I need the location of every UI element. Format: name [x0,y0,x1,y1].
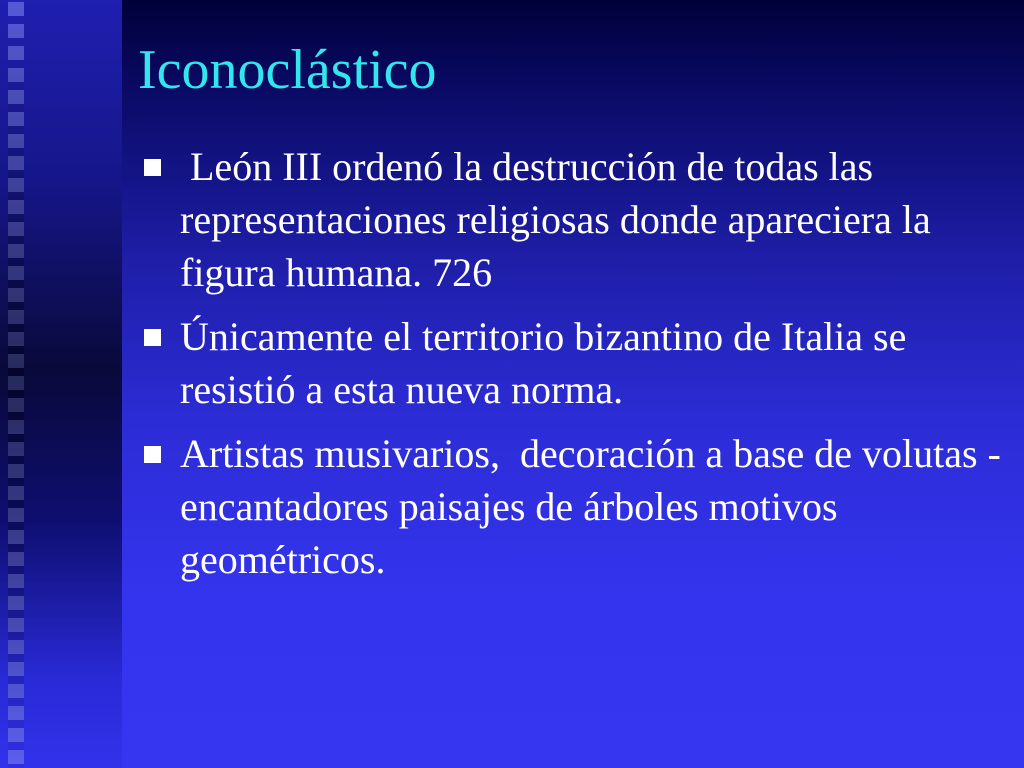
slide-title: Iconoclástico [138,39,437,101]
square-bullet-icon [144,159,161,176]
bullet-item [142,427,1014,586]
left-decorative-band [0,0,122,768]
bullet-item [142,140,1014,299]
bullet-list [142,140,1014,597]
square-strip-shade [8,0,24,768]
bullet-item [142,310,1014,416]
bullet-text: Únicamente el territorio bizantino de Italia se resistió a esta nueva norma. [180,314,907,412]
square-bullet-icon [144,329,161,346]
bullet-text: León III ordenó la destrucción de todas las representaciones religiosas donde apareciera la figura humana. 726 [180,144,941,295]
square-bullet-icon [144,446,161,463]
bullet-text: Artistas musivarios, decoración a base de volutas - encantadores paisajes de árboles motivos geométricos. [180,431,1011,582]
